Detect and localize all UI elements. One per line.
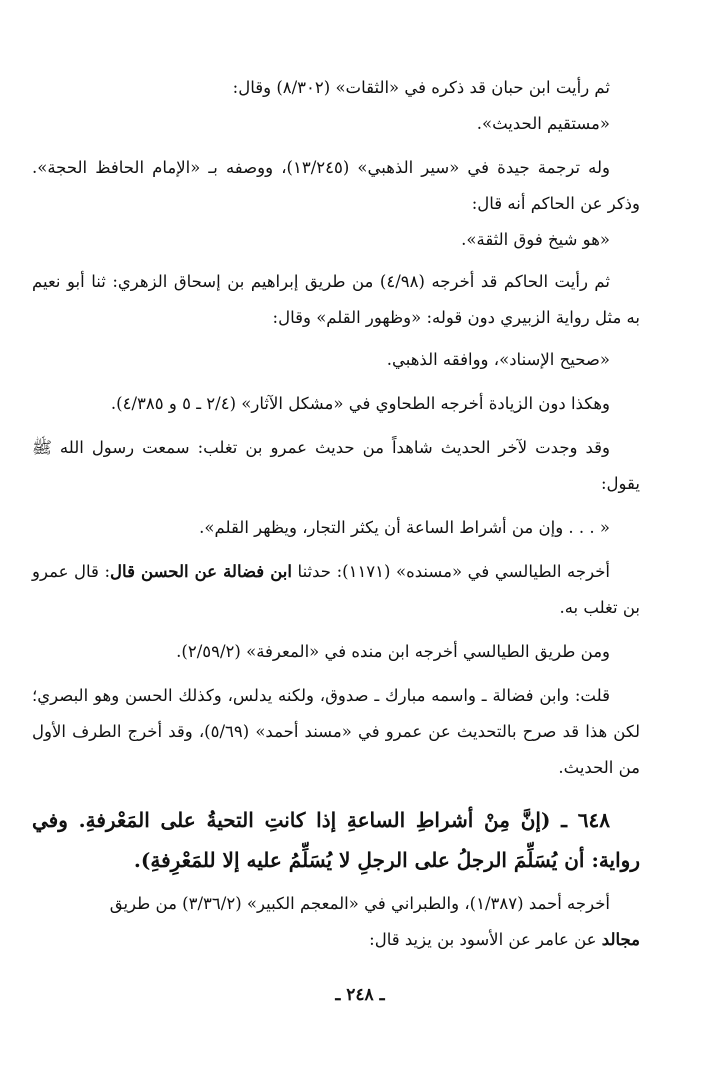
paragraph-ahmad-tabarani: أخرجه أحمد (١/٣٨٧)، والطبراني في «المعجم الكبير» (٣/٣٦/٢) من طريق — [109, 894, 610, 913]
hadith-648-heading: ٦٤٨ ـ (إنَّ مِنْ أشراطِ الساعةِ إذا كانتِ التحيةُ على المَعْرفةِ. وفي رواية: أن يُسَلِّمَ الرجلُ على الرجلِ لا يُسَلِّمُ عليه إلا للمَعْرِفةِ). — [32, 808, 640, 872]
tayalisi-bold-chain: ابن فضالة عن الحسن قال — [110, 562, 292, 581]
quote-ashrat-tujjar: « . . . وإن من أشراط الساعة أن يكثر التجار، ويظهر القلم». — [199, 518, 610, 537]
tayalisi-text-2: : قال عمرو بن تغلب به. — [32, 562, 640, 617]
paragraph-mujalid — [32, 922, 640, 958]
paragraph-siyar: وله ترجمة جيدة في «سير الذهبي» (١٣/٢٤٥)، ووصفه بـ «الإمام الحافظ الحجة». وذكر عن الحاكم أنه قال: — [32, 158, 640, 213]
paragraph-ibn-hibban: ثم رأيت ابن حبان قد ذكره في «الثقات» (٨/٣٠٢) وقال: — [232, 78, 610, 97]
quote-sahih-isnad: «صحيح الإسناد»، ووافقه الذهبي. — [386, 350, 610, 369]
mujalid-bold: مجالد — [601, 930, 640, 949]
paragraph-amr-bin-taghlib: وقد وجدت لآخر الحديث شاهداً من حديث عمرو بن تغلب: سمعت رسول الله ﷺ يقول: — [32, 438, 640, 493]
quote-mustaqim: «مستقيم الحديث». — [476, 114, 610, 133]
page-number: ـ ٢٤٨ ـ — [335, 985, 385, 1005]
paragraph-qultu: قلت: وابن فضالة ـ واسمه مبارك ـ صدوق، ولكنه يدلس، وكذلك الحسن وهو البصري؛ لكن هذا قد صرح بالتحديث عن عمرو في «مسند أحمد» (٥/٦٩)، وقد أخرج الطرف الأول من الحديث. — [32, 686, 641, 777]
paragraph-ibn-mandah: ومن طريق الطيالسي أخرجه ابن منده في «المعرفة» (٢/٥٩/٢). — [176, 642, 610, 661]
page-body — [32, 70, 640, 958]
quote-hakim: «هو شيخ فوق الثقة». — [461, 230, 610, 249]
mujalid-text: عن عامر عن الأسود بن يزيد قال: — [369, 930, 602, 949]
paragraph-tayalisi — [32, 554, 640, 626]
tayalisi-text-1: أخرجه الطيالسي في «مسنده» (١١٧١): حدثنا — [291, 562, 610, 581]
paragraph-hakim-takhrij: ثم رأيت الحاكم قد أخرجه (٤/٩٨) من طريق إبراهيم بن إسحاق الزهري: ثنا أبو نعيم به مثل رواية الزبيري دون قوله: «وظهور القلم» وقال: — [32, 272, 640, 327]
paragraph-tahawi: وهكذا دون الزيادة أخرجه الطحاوي في «مشكل الآثار» (٢/٤ ـ ٥ و ٤/٣٨٥). — [110, 394, 610, 413]
